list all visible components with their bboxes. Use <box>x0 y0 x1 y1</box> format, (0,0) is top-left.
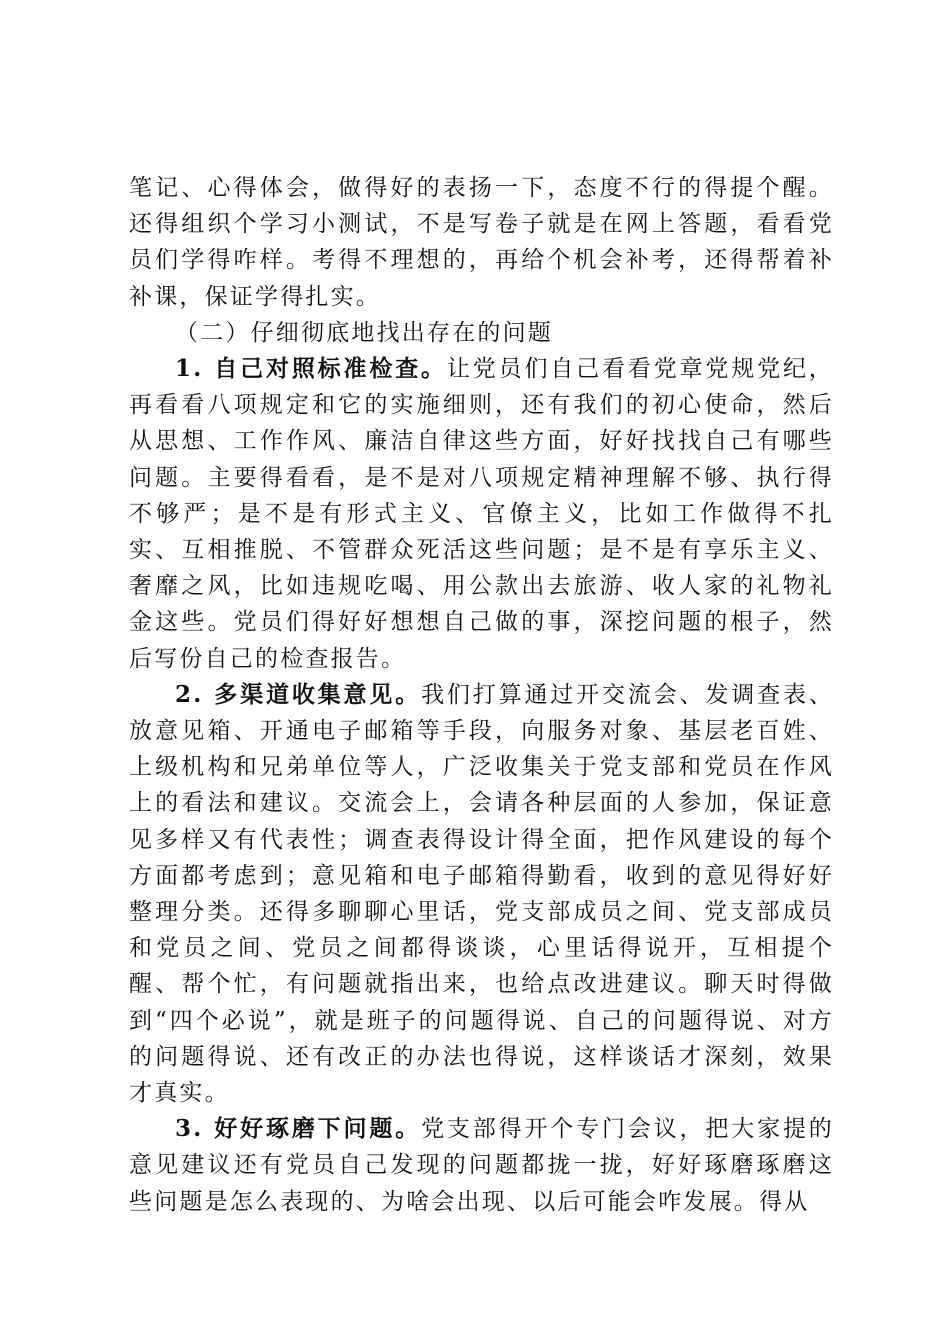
item-lead-3: 3. 好好琢磨下问题。 <box>175 1115 422 1143</box>
document-body <box>129 170 834 1220</box>
item-paragraph-1 <box>129 351 834 677</box>
item-paragraph-3 <box>129 1111 834 1220</box>
item-text-2: 我们打算通过开交流会、发调查表、放意见箱、开通电子邮箱等手段，向服务对象、基层老百姓、上级机构和兄弟单位等人，广泛收集关于党支部和党员在作风上的看法和建议。交流会上，会请各种层面的人参加，保证意见多样又有代表性；调查表得设计得全面，把作风建设的每个方面都考虑到；意见箱和电子邮箱得勤看，收到的意见得好好整理分类。还得多聊聊心里话，党支部成员之间、党支部成员和党员之间、党员之间都得谈谈，心里话得说开，互相提个醒、帮个忙，有问题就指出来，也给点改进建议。聊天时得做到“四个必说”，就是班子的问题得说、自己的问题得说、对方的问题得说、还有改正的办法也得说，这样谈话才深刻，效果才真实。 <box>129 681 834 1107</box>
item-text-1: 让党员们自己看看党章党规党纪，再看看八项规定和它的实施细则，还有我们的初心使命，然后从思想、工作作风、廉洁自律这些方面，好好找找自己有哪些问题。主要得看看，是不是对八项规定精神理解不够、执行得不够严；是不是有形式主义、官僚主义，比如工作做得不扎实、互相推脱、不管群众死活这些问题；是不是有享乐主义、奢靡之风，比如违规吃喝、用公款出去旅游、收人家的礼物礼金这些。党员们得好好想想自己做的事，深挖问题的根子，然后写份自己的检查报告。 <box>129 356 835 672</box>
item-text-3: 党支部得开个专门会议，把大家提的意见建议还有党员自己发现的问题都拢一拢，好好琢磨琢磨这些问题是怎么表现的、为啥会出现、以后可能会咋发展。得从 <box>129 1116 834 1215</box>
section-heading: （二）仔细彻底地找出存在的问题 <box>175 319 553 346</box>
item-paragraph-2 <box>129 677 834 1111</box>
item-lead-1: 1. 自己对照标准检查。 <box>175 355 447 383</box>
continued-paragraph: 笔记、心得体会，做得好的表扬一下，态度不行的得提个醒。还得组织个学习小测试，不是写卷子就是在网上答题，看看党员们学得咋样。考得不理想的，再给个机会补考，还得帮着补补课，保证学得扎实。 <box>129 175 834 310</box>
item-lead-2: 2. 多渠道收集意见。 <box>175 680 422 708</box>
